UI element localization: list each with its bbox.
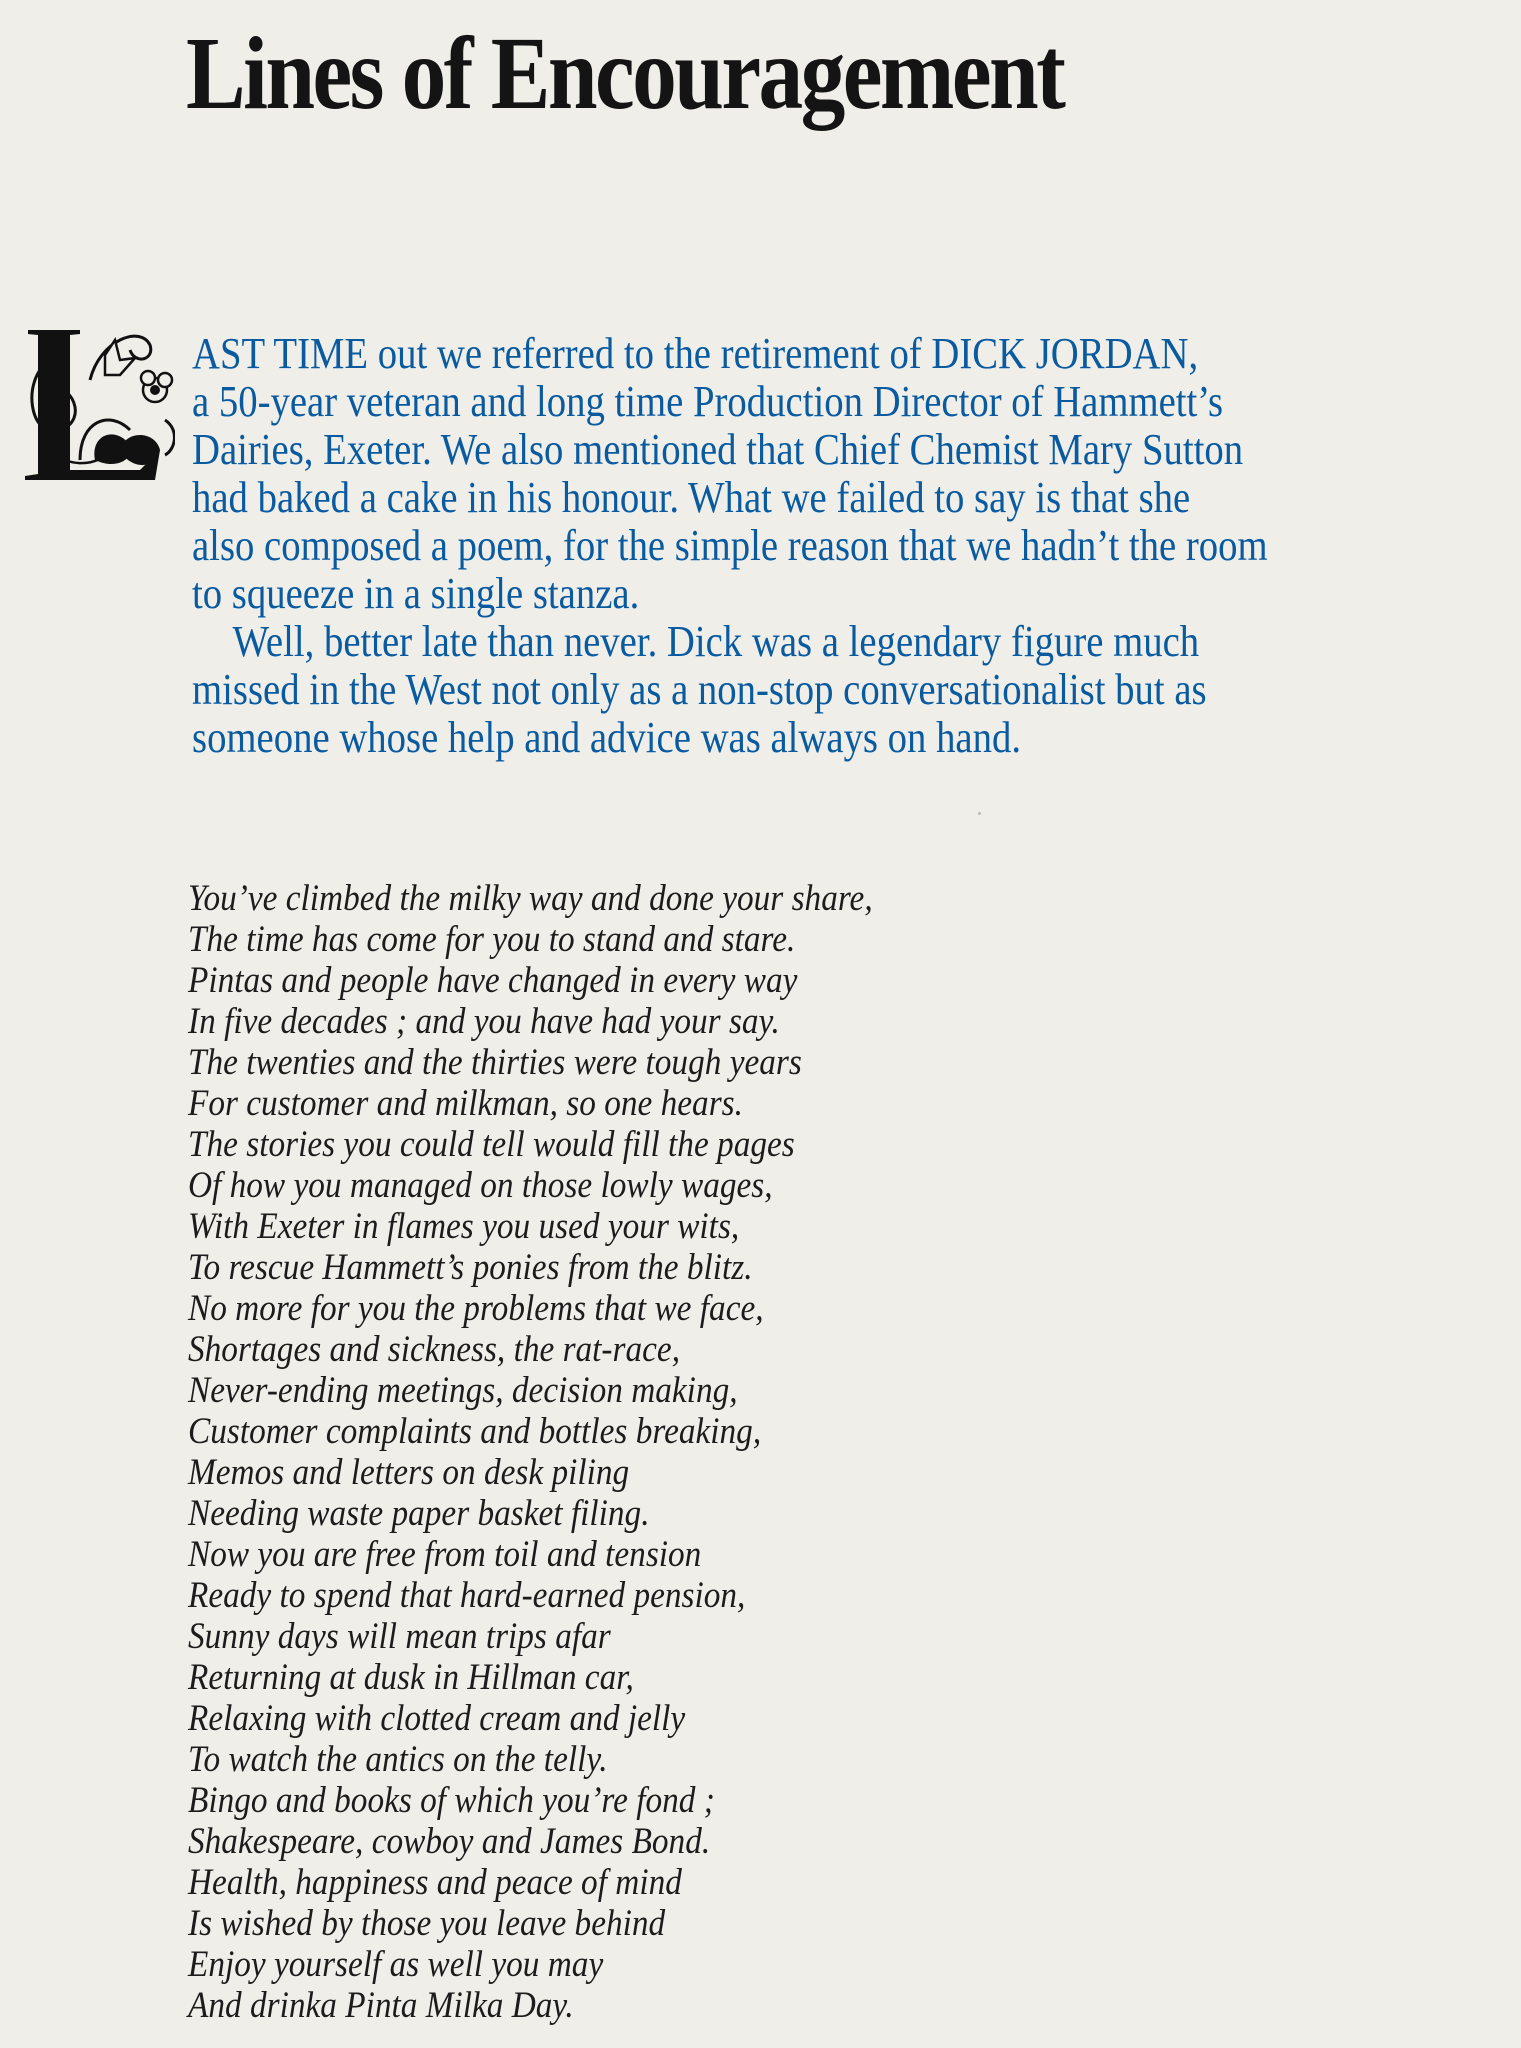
poem-line: Relaxing with clotted cream and jelly bbox=[188, 1698, 686, 1739]
poem-line: Now you are free from toil and tension bbox=[188, 1534, 702, 1575]
intro-paragraph bbox=[192, 330, 1502, 762]
poem-line: To watch the antics on the telly. bbox=[188, 1739, 608, 1780]
poem-line: Pintas and people have changed in every way bbox=[188, 960, 798, 1001]
poem-line: Returning at dusk in Hillman car, bbox=[188, 1657, 634, 1698]
poem-line: Customer complaints and bottles breaking, bbox=[188, 1411, 762, 1452]
intro-line: to squeeze in a single stanza. bbox=[192, 569, 640, 618]
page-title: Lines of Encouragement bbox=[186, 16, 1064, 131]
intro-line: a 50-year veteran and long time Production Director of Hammett’s bbox=[192, 377, 1224, 426]
poem-line: Is wished by those you leave behind bbox=[188, 1903, 666, 1944]
poem-line: With Exeter in flames you used your wits, bbox=[188, 1206, 740, 1247]
intro-line: AST TIME out we referred to the retirement of DICK JORDAN, bbox=[192, 329, 1199, 378]
poem-line: Bingo and books of which you’re fond ; bbox=[188, 1780, 715, 1821]
poem-line: Shortages and sickness, the rat-race, bbox=[188, 1329, 681, 1370]
poem-line: Of how you managed on those lowly wages, bbox=[188, 1165, 773, 1206]
poem-line: For customer and milkman, so one hears. bbox=[188, 1083, 743, 1124]
intro-line: Well, better late than never. Dick was a legendary figure much bbox=[232, 617, 1200, 666]
intro-line: missed in the West not only as a non-stop conversationalist but as bbox=[192, 665, 1207, 714]
speck bbox=[978, 812, 981, 815]
intro-line: also composed a poem, for the simple reason that we hadn’t the room bbox=[192, 521, 1268, 570]
poem-line: In five decades ; and you have had your say. bbox=[188, 1001, 780, 1042]
drop-cap bbox=[20, 320, 175, 490]
intro-line: someone whose help and advice was always on hand. bbox=[192, 713, 1022, 762]
poem-line: The time has come for you to stand and stare. bbox=[188, 919, 796, 960]
floral-ornament-icon bbox=[20, 320, 175, 490]
poem-line: Enjoy yourself as well you may bbox=[188, 1944, 604, 1985]
poem-line: You’ve climbed the milky way and done your share, bbox=[188, 878, 873, 919]
poem-line: Shakespeare, cowboy and James Bond. bbox=[188, 1821, 711, 1862]
poem-line: Health, happiness and peace of mind bbox=[188, 1862, 682, 1903]
poem-line: Needing waste paper basket filing. bbox=[188, 1493, 650, 1534]
poem-line: The twenties and the thirties were tough years bbox=[188, 1042, 802, 1083]
poem-line: Memos and letters on desk piling bbox=[188, 1452, 630, 1493]
poem-line: Ready to spend that hard-earned pension, bbox=[188, 1575, 746, 1616]
poem-line: Never-ending meetings, decision making, bbox=[188, 1370, 738, 1411]
poem-line: Sunny days will mean trips afar bbox=[188, 1616, 611, 1657]
poem-line: To rescue Hammett’s ponies from the blitz. bbox=[188, 1247, 753, 1288]
intro-line: Dairies, Exeter. We also mentioned that Chief Chemist Mary Sutton bbox=[192, 425, 1244, 474]
poem-line: The stories you could tell would fill the pages bbox=[188, 1124, 795, 1165]
poem-line: No more for you the problems that we face, bbox=[188, 1288, 764, 1329]
intro-line: had baked a cake in his honour. What we failed to say is that she bbox=[192, 473, 1191, 522]
poem bbox=[188, 878, 949, 2026]
poem-line: And drinka Pinta Milka Day. bbox=[188, 1985, 574, 2026]
